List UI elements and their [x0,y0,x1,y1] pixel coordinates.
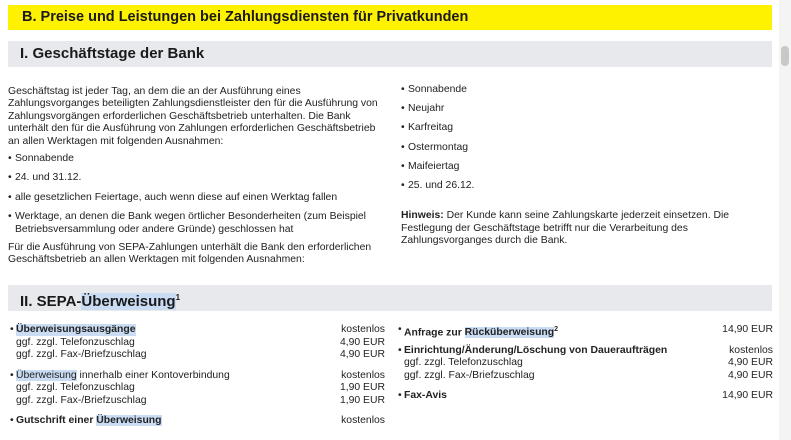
price-label: ggf. zzgl. Telefonzuschlag [16,337,135,348]
section-banner [8,5,772,30]
price-value: kostenlos [341,324,385,335]
price-row-outgoing [10,324,385,336]
price-row-fax-surcharge [16,349,385,361]
term-highlight: Rücküberweisung [464,327,555,339]
price-value: kostenlos [341,415,385,426]
list-item: • 24. und 31.12. [8,172,386,184]
price-label [404,324,558,340]
hint-label: Hinweis: [401,210,444,222]
price-value: 14,90 EUR [722,390,773,401]
hint-paragraph [401,210,761,247]
price-row-fax-avis [398,390,773,402]
term-highlight: Überweisung [16,370,77,381]
price-label: ggf. zzgl. Telefonzuschlag [16,382,135,393]
price-row-standing-phone [404,357,773,369]
list-item: • 25. und 26.12. [401,176,761,195]
sepa-intro-paragraph: Für die Ausführung von SEPA-Zahlungen unterhält die Bank den erforderlichen Geschäftsbetrieb an allen Werktagen mit folgenden Ausnahmen: [8,242,372,266]
term-highlight: Überweisung [96,415,162,426]
exceptions-list [8,153,386,236]
list-item: • Sonnabende [401,80,761,99]
business-days-right-column [401,80,761,247]
price-label: Einrichtung/Änderung/Löschung von Daueraufträgen [404,345,668,356]
business-days-left-column [8,86,386,267]
price-row-internal-phone [16,382,385,394]
bullet-icon: • [398,390,402,401]
price-value: 4,90 EUR [339,349,385,360]
price-row-standing-fax [404,370,773,382]
section-title: I. Geschäftstage der Bank [20,45,205,62]
section-header-business-days [8,41,772,67]
intro-paragraph: Geschäftstag ist jeder Tag, an dem die an der Ausführung eines Zahlungsvorganges beteiligten Zahlungsdienstleister den für die Ausführung von Zahlungsvorgängen erforderlichen Geschäftsbetrieb unterhalten. Die Bank unterhält den für die Ausführung von Zahlungen erforderlichen Geschäftsbetrieb an allen Werktagen mit folgenden Ausnahmen: [8,86,378,147]
bullet-icon: • [10,415,14,426]
price-label: Fax-Avis [404,390,447,401]
bullet-icon: • [398,345,402,356]
scrollbar-thumb[interactable] [781,46,789,66]
price-value: 1,90 EUR [339,382,385,393]
price-row-recall [398,324,773,339]
price-value: kostenlos [729,345,773,356]
label-prefix: Gutschrift einer [16,415,97,426]
price-label: ggf. zzgl. Fax-/Briefzuschlag [16,349,147,360]
bullet-icon: • [10,324,14,335]
sepa-exceptions-list [401,80,761,195]
list-item: • Werktage, an denen die Bank wegen örtlicher Besonderheiten (zum Beispiel Betriebsversammlung oder andere Gründe) geschlossen hat [8,211,386,236]
footnote-marker: 2 [554,326,559,333]
list-item: • Neujahr [401,99,761,118]
bullet-icon: • [10,370,14,381]
label-rest: innerhalb einer Kontoverbindung [76,370,230,381]
price-label: Überweisungsausgänge [16,324,136,335]
footnote-marker: 1 [175,293,181,302]
price-label: ggf. zzgl. Telefonzuschlag [404,357,523,368]
list-item: • Ostermontag [401,138,761,157]
price-value: 4,90 EUR [727,357,773,368]
label-prefix: Anfrage zur [404,327,465,339]
price-row-credit [10,415,385,427]
price-label: ggf. zzgl. Fax-/Briefzuschlag [404,370,535,381]
section-header-sepa-transfer [8,285,772,311]
list-item: • alle gesetzlichen Feiertage, auch wenn diese auf einen Werktag fallen [8,192,386,204]
list-item: • Maifeiertag [401,157,761,176]
list-item: • Sonnabende [8,153,386,165]
price-row-phone-surcharge [16,337,385,349]
price-value: 14,90 EUR [722,324,773,335]
section-title-highlight: Überweisung [81,293,176,310]
section-title-prefix: II. SEPA- [20,293,82,310]
hint-text: Der Kunde kann seine Zahlungskarte jederzeit einsetzen. Die Festlegung der Geschäftstage betrifft nur die Verarbeitung des Zahlungsvorganges durch die Bank. [401,210,730,246]
list-item: • Karfreitag [401,118,761,137]
price-row-internal-fax [16,395,385,407]
price-label: ggf. zzgl. Fax-/Briefzuschlag [16,395,147,406]
price-row-internal-transfer [10,370,385,382]
vertical-scrollbar[interactable] [779,0,791,440]
price-value: kostenlos [341,370,385,381]
price-value: 4,90 EUR [727,370,773,381]
bullet-icon: • [398,324,402,335]
price-value: 1,90 EUR [339,395,385,406]
price-value: 4,90 EUR [339,337,385,348]
price-label [16,370,230,382]
price-label [16,415,162,427]
price-row-standing-orders [398,345,773,357]
banner-title: B. Preise und Leistungen bei Zahlungsdiensten für Privatkunden [22,9,469,25]
